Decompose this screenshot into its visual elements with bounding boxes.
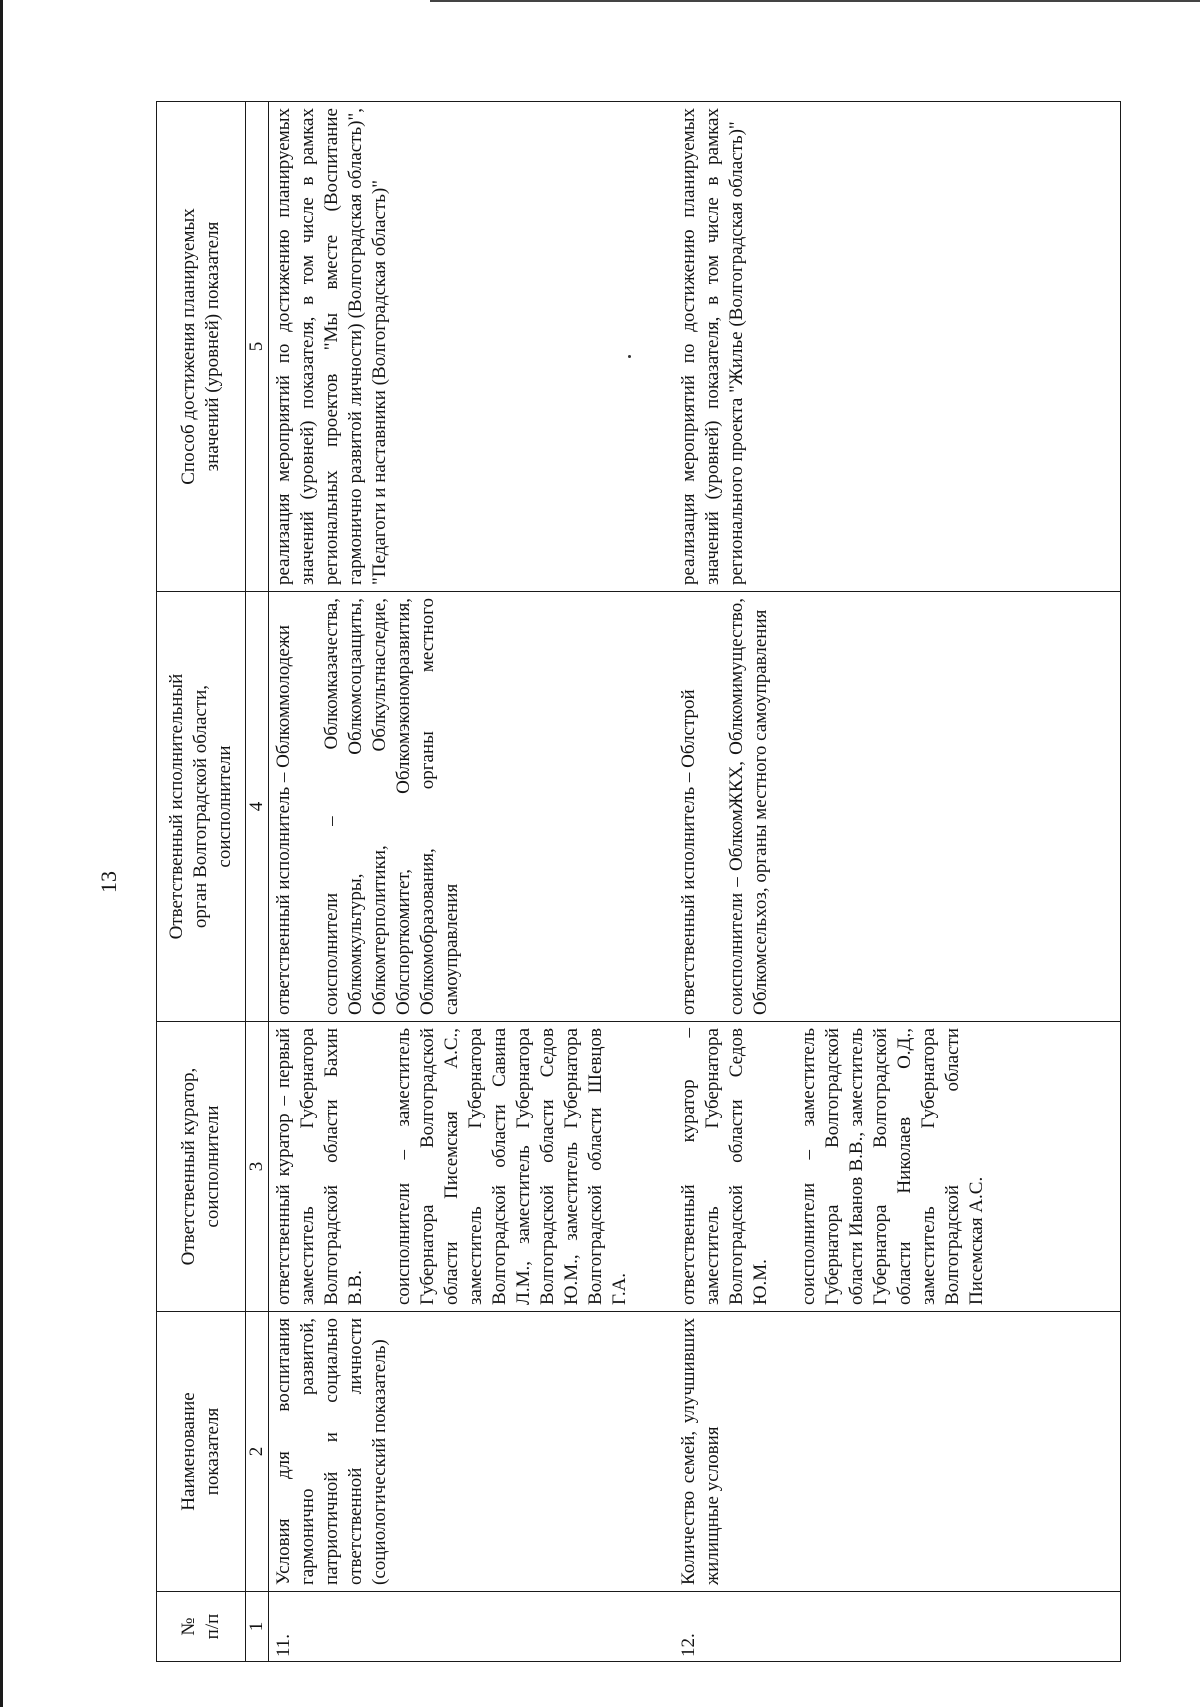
curator-text: ответственный куратор – заместитель Губернатора Волгоградской области Седов Ю.М. соисполнители – заместитель Губернатора Волгоградской области Иванов В.В., заместитель Губернатора Волгоградской области Николаев О.Д., заместитель Губернатора Волгоградской области Писемская А.С. xyxy=(678,1028,987,1305)
page-number: 13 xyxy=(96,871,121,893)
curator-cell xyxy=(674,1022,1121,1312)
scan-edge-shadow xyxy=(0,0,3,1707)
curator-cell xyxy=(269,1022,675,1312)
method-text: реализация мероприятий по достижению планируемых значений (уровней) показателя, в том числе в рамках регионального проекта "Жилье (Волгоградская область)" xyxy=(678,108,747,585)
column-number: 3 xyxy=(246,1022,269,1312)
table-row xyxy=(674,102,1121,1662)
indicator-cell xyxy=(269,1312,675,1592)
header-text: Ответственный куратор, соисполнители xyxy=(178,1067,223,1266)
indicator-text: Условия для воспитания гармонично развитой, патриотичной и социально ответственной личности (социологический показатель) xyxy=(273,1318,390,1585)
executive-cell xyxy=(269,592,675,1022)
column-number-row xyxy=(246,102,269,1662)
column-number: 2 xyxy=(246,1312,269,1592)
indicators-table xyxy=(156,101,1121,1662)
column-number: 1 xyxy=(246,1592,269,1662)
column-number: 5 xyxy=(246,102,269,592)
header-row xyxy=(157,102,246,1662)
header-cell-number xyxy=(157,1592,246,1662)
row-number: 11. xyxy=(269,1592,675,1662)
header-cell-curator xyxy=(157,1022,246,1312)
indicator-text: Количество семей, улучшивших жилищные условия xyxy=(678,1318,723,1585)
executive-text: ответственный исполнитель – Облкоммолодежи соисполнители – Облкомказачества, Облкомкультуры, Облкомсоцзащиты, Облкомтерполитики, Облкультнаследие, Облспорткомитет, Облкомэкономразвития, Облкомобразования, органы местного самоуправления xyxy=(273,598,462,1015)
header-text: № п/п xyxy=(178,1613,223,1640)
header-cell-method xyxy=(157,102,246,592)
table-row xyxy=(269,102,675,1662)
column-number: 4 xyxy=(246,592,269,1022)
indicator-cell xyxy=(674,1312,1121,1592)
row-number: 12. xyxy=(674,1592,1121,1662)
scan-top-line xyxy=(430,0,1200,2)
rotated-content xyxy=(96,102,1156,1662)
header-cell-indicator xyxy=(157,1312,246,1592)
header-cell-executive xyxy=(157,592,246,1022)
executive-text: ответственный исполнитель – Облстрой соисполнители – ОблкомЖКХ, Облкомимущество, Облкомсельхоз, органы местного самоуправления xyxy=(678,598,771,1015)
method-cell xyxy=(269,102,675,592)
header-text: Наименование показателя xyxy=(178,1392,223,1511)
executive-cell xyxy=(674,592,1121,1022)
method-cell xyxy=(674,102,1121,592)
curator-text: ответственный куратор – первый заместитель Губернатора Волгоградской области Бахин В.В. соисполнители – заместитель Губернатора Волгоградской области Писемская А.С., заместитель Губернатора Волгоградской области Савина Л.М., заместитель Губернатора Волгоградской области Седов Ю.М., заместитель Губернатора Волгоградской области Шевцов Г.А. xyxy=(273,1028,630,1305)
header-text: Способ достижения планируемых значений (уровней) показателя xyxy=(178,208,223,485)
header-text: Ответственный исполнительный орган Волгоградской области, соисполнители xyxy=(166,673,235,940)
method-text: реализация мероприятий по достижению планируемых значений (уровней) показателя, в том числе в рамках региональных проектов "Мы вместе (Воспитание гармонично развитой личности) (Волгоградская область)", "Педагоги и наставники (Волгоградская область)" xyxy=(273,108,390,585)
